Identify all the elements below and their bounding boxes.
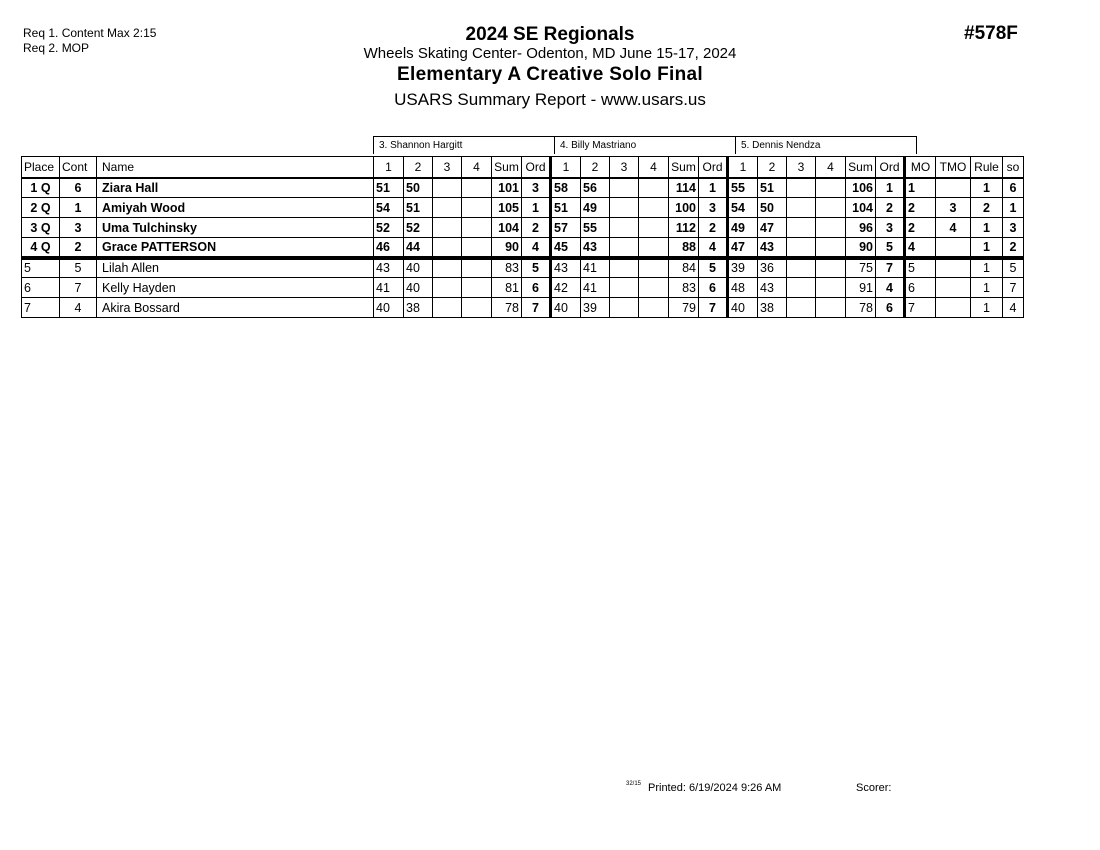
footer-tag: 32/15 bbox=[626, 781, 642, 787]
table-row bbox=[22, 178, 1024, 198]
sum-cell: 88 bbox=[669, 238, 699, 258]
sum-cell: 91 bbox=[846, 278, 876, 298]
ordinal-cell: 5 bbox=[522, 258, 551, 278]
score-cell bbox=[433, 198, 462, 218]
col-sum: Sum bbox=[492, 157, 522, 178]
skater-name: Uma Tulchinsky bbox=[97, 218, 374, 238]
score-cell: 40 bbox=[551, 298, 581, 318]
sum-cell: 83 bbox=[669, 278, 699, 298]
tmo-cell bbox=[936, 178, 971, 198]
ordinal-cell: 2 bbox=[876, 198, 905, 218]
score-cell: 40 bbox=[404, 278, 433, 298]
score-cell: 41 bbox=[581, 258, 610, 278]
sum-cell: 96 bbox=[846, 218, 876, 238]
score-cell bbox=[787, 178, 816, 198]
col-sum: Sum bbox=[669, 157, 699, 178]
sum-cell: 112 bbox=[669, 218, 699, 238]
ordinal-cell: 7 bbox=[522, 298, 551, 318]
score-cell bbox=[462, 298, 492, 318]
ordinal-cell: 2 bbox=[699, 218, 728, 238]
place-cell: 7 bbox=[22, 298, 60, 318]
tmo-cell: 3 bbox=[936, 198, 971, 218]
so-cell: 3 bbox=[1003, 218, 1024, 238]
skater-name: Akira Bossard bbox=[97, 298, 374, 318]
score-cell: 40 bbox=[728, 298, 758, 318]
score-cell: 43 bbox=[551, 258, 581, 278]
score-cell bbox=[639, 198, 669, 218]
place-cell: 2 Q bbox=[22, 198, 60, 218]
score-cell bbox=[433, 278, 462, 298]
ordinal-cell: 6 bbox=[699, 278, 728, 298]
score-cell bbox=[816, 298, 846, 318]
sum-cell: 83 bbox=[492, 258, 522, 278]
ordinal-cell: 4 bbox=[522, 238, 551, 258]
sum-cell: 104 bbox=[492, 218, 522, 238]
score-cell: 42 bbox=[551, 278, 581, 298]
score-cell: 52 bbox=[404, 218, 433, 238]
tmo-cell bbox=[936, 238, 971, 258]
event-code: #578F bbox=[964, 23, 1018, 44]
score-cell: 44 bbox=[404, 238, 433, 258]
score-cell bbox=[816, 178, 846, 198]
col-j4: 4 bbox=[639, 157, 669, 178]
score-cell: 49 bbox=[728, 218, 758, 238]
cont-cell: 2 bbox=[60, 238, 97, 258]
table-row bbox=[22, 278, 1024, 298]
sum-cell: 106 bbox=[846, 178, 876, 198]
score-cell: 56 bbox=[581, 178, 610, 198]
sum-cell: 114 bbox=[669, 178, 699, 198]
col-ord: Ord bbox=[522, 157, 551, 178]
rule-cell: 1 bbox=[971, 238, 1003, 258]
score-cell: 38 bbox=[404, 298, 433, 318]
cont-cell: 3 bbox=[60, 218, 97, 238]
event-name: Elementary A Creative Solo Final bbox=[397, 64, 703, 85]
score-cell: 51 bbox=[758, 178, 787, 198]
ordinal-cell: 3 bbox=[522, 178, 551, 198]
score-cell: 46 bbox=[374, 238, 404, 258]
sum-cell: 90 bbox=[846, 238, 876, 258]
score-cell bbox=[433, 258, 462, 278]
sum-cell: 78 bbox=[846, 298, 876, 318]
ordinal-cell: 3 bbox=[699, 198, 728, 218]
mo-cell: 2 bbox=[905, 218, 936, 238]
score-cell bbox=[462, 238, 492, 258]
score-cell: 47 bbox=[728, 238, 758, 258]
score-cell bbox=[462, 198, 492, 218]
col-j3: 3 bbox=[787, 157, 816, 178]
col-mo: MO bbox=[905, 157, 936, 178]
score-cell: 45 bbox=[551, 238, 581, 258]
sum-cell: 105 bbox=[492, 198, 522, 218]
col-ord: Ord bbox=[699, 157, 728, 178]
header-row bbox=[22, 157, 1024, 178]
ordinal-cell: 1 bbox=[522, 198, 551, 218]
score-cell: 54 bbox=[374, 198, 404, 218]
score-cell bbox=[462, 178, 492, 198]
so-cell: 5 bbox=[1003, 258, 1024, 278]
score-cell bbox=[610, 298, 639, 318]
score-cell bbox=[610, 258, 639, 278]
venue-line: Wheels Skating Center- Odenton, MD June 15-17, 2024 bbox=[363, 45, 737, 62]
mo-cell: 5 bbox=[905, 258, 936, 278]
judge-name: 5. Dennis Nendza bbox=[736, 137, 917, 154]
mo-cell: 7 bbox=[905, 298, 936, 318]
col-j4: 4 bbox=[462, 157, 492, 178]
score-cell bbox=[433, 298, 462, 318]
mo-cell: 6 bbox=[905, 278, 936, 298]
score-cell bbox=[610, 278, 639, 298]
cont-cell: 6 bbox=[60, 178, 97, 198]
score-cell bbox=[816, 198, 846, 218]
sum-cell: 75 bbox=[846, 258, 876, 278]
score-cell bbox=[816, 218, 846, 238]
mo-cell: 4 bbox=[905, 238, 936, 258]
score-cell bbox=[787, 198, 816, 218]
tmo-cell: 4 bbox=[936, 218, 971, 238]
requirement-2: Req 2. MOP bbox=[23, 41, 90, 55]
score-cell bbox=[639, 258, 669, 278]
score-cell: 38 bbox=[758, 298, 787, 318]
score-cell bbox=[787, 218, 816, 238]
score-cell: 47 bbox=[758, 218, 787, 238]
sum-cell: 79 bbox=[669, 298, 699, 318]
score-cell bbox=[433, 238, 462, 258]
mo-cell: 2 bbox=[905, 198, 936, 218]
col-so: so bbox=[1003, 157, 1024, 178]
table-row bbox=[22, 198, 1024, 218]
score-cell bbox=[787, 278, 816, 298]
ordinal-cell: 1 bbox=[699, 178, 728, 198]
ordinal-cell: 4 bbox=[876, 278, 905, 298]
sum-cell: 101 bbox=[492, 178, 522, 198]
so-cell: 2 bbox=[1003, 238, 1024, 258]
col-j2: 2 bbox=[758, 157, 787, 178]
col-j2: 2 bbox=[581, 157, 610, 178]
score-cell bbox=[610, 238, 639, 258]
cont-cell: 5 bbox=[60, 258, 97, 278]
score-cell bbox=[816, 238, 846, 258]
score-cell bbox=[639, 238, 669, 258]
results-table bbox=[21, 156, 1024, 318]
score-cell: 43 bbox=[581, 238, 610, 258]
report-name: USARS Summary Report - www.usars.us bbox=[394, 90, 706, 109]
score-cell bbox=[639, 178, 669, 198]
score-cell: 41 bbox=[374, 278, 404, 298]
cont-cell: 4 bbox=[60, 298, 97, 318]
score-cell bbox=[610, 198, 639, 218]
score-cell: 51 bbox=[404, 198, 433, 218]
place-cell: 3 Q bbox=[22, 218, 60, 238]
so-cell: 7 bbox=[1003, 278, 1024, 298]
judge-name: 4. Billy Mastriano bbox=[555, 137, 736, 154]
score-cell bbox=[462, 278, 492, 298]
skater-name: Amiyah Wood bbox=[97, 198, 374, 218]
score-cell: 57 bbox=[551, 218, 581, 238]
ordinal-cell: 5 bbox=[699, 258, 728, 278]
rule-cell: 1 bbox=[971, 298, 1003, 318]
judges-header bbox=[373, 136, 917, 154]
score-cell: 54 bbox=[728, 198, 758, 218]
rule-cell: 2 bbox=[971, 198, 1003, 218]
scorer-label: Scorer: bbox=[856, 782, 892, 794]
sum-cell: 104 bbox=[846, 198, 876, 218]
col-j2: 2 bbox=[404, 157, 433, 178]
score-cell: 55 bbox=[581, 218, 610, 238]
score-cell bbox=[787, 298, 816, 318]
col-name: Name bbox=[97, 157, 374, 178]
rule-cell: 1 bbox=[971, 278, 1003, 298]
col-j1: 1 bbox=[728, 157, 758, 178]
score-cell: 50 bbox=[758, 198, 787, 218]
so-cell: 6 bbox=[1003, 178, 1024, 198]
sum-cell: 90 bbox=[492, 238, 522, 258]
rule-cell: 1 bbox=[971, 218, 1003, 238]
ordinal-cell: 7 bbox=[876, 258, 905, 278]
score-cell bbox=[639, 278, 669, 298]
ordinal-cell: 6 bbox=[876, 298, 905, 318]
score-cell: 52 bbox=[374, 218, 404, 238]
score-cell bbox=[433, 218, 462, 238]
score-cell: 43 bbox=[758, 278, 787, 298]
col-j1: 1 bbox=[374, 157, 404, 178]
place-cell: 1 Q bbox=[22, 178, 60, 198]
table-row bbox=[22, 218, 1024, 238]
score-cell: 36 bbox=[758, 258, 787, 278]
so-cell: 1 bbox=[1003, 198, 1024, 218]
table-row bbox=[22, 238, 1024, 258]
col-j3: 3 bbox=[610, 157, 639, 178]
score-cell: 40 bbox=[374, 298, 404, 318]
col-ord: Ord bbox=[876, 157, 905, 178]
cont-cell: 7 bbox=[60, 278, 97, 298]
score-cell: 43 bbox=[758, 238, 787, 258]
printed-timestamp: Printed: 6/19/2024 9:26 AM bbox=[648, 782, 782, 794]
score-cell bbox=[816, 278, 846, 298]
score-cell bbox=[610, 178, 639, 198]
score-cell bbox=[787, 258, 816, 278]
sum-cell: 78 bbox=[492, 298, 522, 318]
rule-cell: 1 bbox=[971, 258, 1003, 278]
score-cell bbox=[639, 218, 669, 238]
score-cell: 49 bbox=[581, 198, 610, 218]
score-cell bbox=[433, 178, 462, 198]
tmo-cell bbox=[936, 298, 971, 318]
score-cell: 39 bbox=[728, 258, 758, 278]
ordinal-cell: 2 bbox=[522, 218, 551, 238]
score-cell: 51 bbox=[551, 198, 581, 218]
rule-cell: 1 bbox=[971, 178, 1003, 198]
sum-cell: 84 bbox=[669, 258, 699, 278]
col-rule: Rule bbox=[971, 157, 1003, 178]
score-cell: 51 bbox=[374, 178, 404, 198]
ordinal-cell: 1 bbox=[876, 178, 905, 198]
sum-cell: 81 bbox=[492, 278, 522, 298]
score-cell: 55 bbox=[728, 178, 758, 198]
tmo-cell bbox=[936, 278, 971, 298]
score-cell: 48 bbox=[728, 278, 758, 298]
score-cell: 43 bbox=[374, 258, 404, 278]
place-cell: 4 Q bbox=[22, 238, 60, 258]
col-j1: 1 bbox=[551, 157, 581, 178]
page-title: 2024 SE Regionals bbox=[465, 24, 635, 45]
so-cell: 4 bbox=[1003, 298, 1024, 318]
skater-name: Kelly Hayden bbox=[97, 278, 374, 298]
skater-name: Ziara Hall bbox=[97, 178, 374, 198]
table-row bbox=[22, 258, 1024, 278]
tmo-cell bbox=[936, 258, 971, 278]
score-cell bbox=[610, 218, 639, 238]
score-cell: 39 bbox=[581, 298, 610, 318]
score-cell: 41 bbox=[581, 278, 610, 298]
place-cell: 5 bbox=[22, 258, 60, 278]
score-cell bbox=[639, 298, 669, 318]
ordinal-cell: 7 bbox=[699, 298, 728, 318]
table-row bbox=[22, 298, 1024, 318]
requirement-1: Req 1. Content Max 2:15 bbox=[23, 26, 157, 40]
col-j3: 3 bbox=[433, 157, 462, 178]
ordinal-cell: 4 bbox=[699, 238, 728, 258]
cont-cell: 1 bbox=[60, 198, 97, 218]
score-cell bbox=[462, 258, 492, 278]
score-cell bbox=[787, 238, 816, 258]
ordinal-cell: 6 bbox=[522, 278, 551, 298]
score-cell bbox=[816, 258, 846, 278]
score-cell: 58 bbox=[551, 178, 581, 198]
sum-cell: 100 bbox=[669, 198, 699, 218]
ordinal-cell: 5 bbox=[876, 238, 905, 258]
score-cell: 40 bbox=[404, 258, 433, 278]
col-j4: 4 bbox=[816, 157, 846, 178]
col-place: Place bbox=[22, 157, 60, 178]
skater-name: Lilah Allen bbox=[97, 258, 374, 278]
mo-cell: 1 bbox=[905, 178, 936, 198]
col-cont: Cont bbox=[60, 157, 97, 178]
score-cell: 50 bbox=[404, 178, 433, 198]
judge-name: 3. Shannon Hargitt bbox=[374, 137, 555, 154]
skater-name: Grace PATTERSON bbox=[97, 238, 374, 258]
col-tmo: TMO bbox=[936, 157, 971, 178]
col-sum: Sum bbox=[846, 157, 876, 178]
place-cell: 6 bbox=[22, 278, 60, 298]
ordinal-cell: 3 bbox=[876, 218, 905, 238]
score-cell bbox=[462, 218, 492, 238]
